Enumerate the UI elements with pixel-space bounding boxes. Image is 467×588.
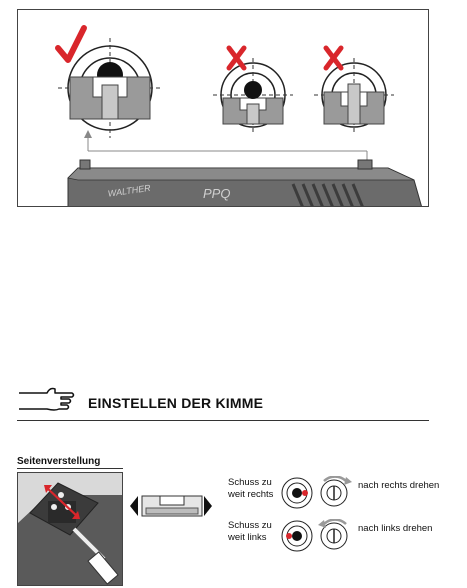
section-divider [17, 420, 429, 421]
target-shot-left-icon [280, 519, 354, 555]
sight-picture-illustration [18, 10, 429, 207]
brand-marking: WALTHER [107, 182, 152, 199]
turn-right-label: nach rechts drehen [358, 480, 440, 491]
rear-sight-photo [17, 472, 123, 586]
shot-too-far-right-label: Schuss zu weit rechts [228, 477, 274, 500]
cross-mark-icon [229, 48, 244, 68]
turn-left-label: nach links drehen [358, 523, 433, 534]
target-shot-right-icon [280, 476, 354, 512]
windage-title: Seitenverstellung [17, 456, 101, 467]
windage-divider [17, 468, 123, 469]
model-marking: PPQ [203, 186, 231, 201]
section-title: EINSTELLEN DER KIMME [88, 395, 264, 411]
shot-too-far-left-label: Schuss zu weit links [228, 520, 272, 543]
pointing-hand-icon [17, 383, 77, 415]
sight-picture-too-high [213, 58, 293, 134]
pistol-slide [68, 160, 422, 207]
sight-picture-figure [17, 9, 429, 207]
rear-sight-diagram [128, 490, 214, 522]
cross-mark-icon [326, 48, 341, 68]
check-mark-icon [58, 28, 84, 60]
